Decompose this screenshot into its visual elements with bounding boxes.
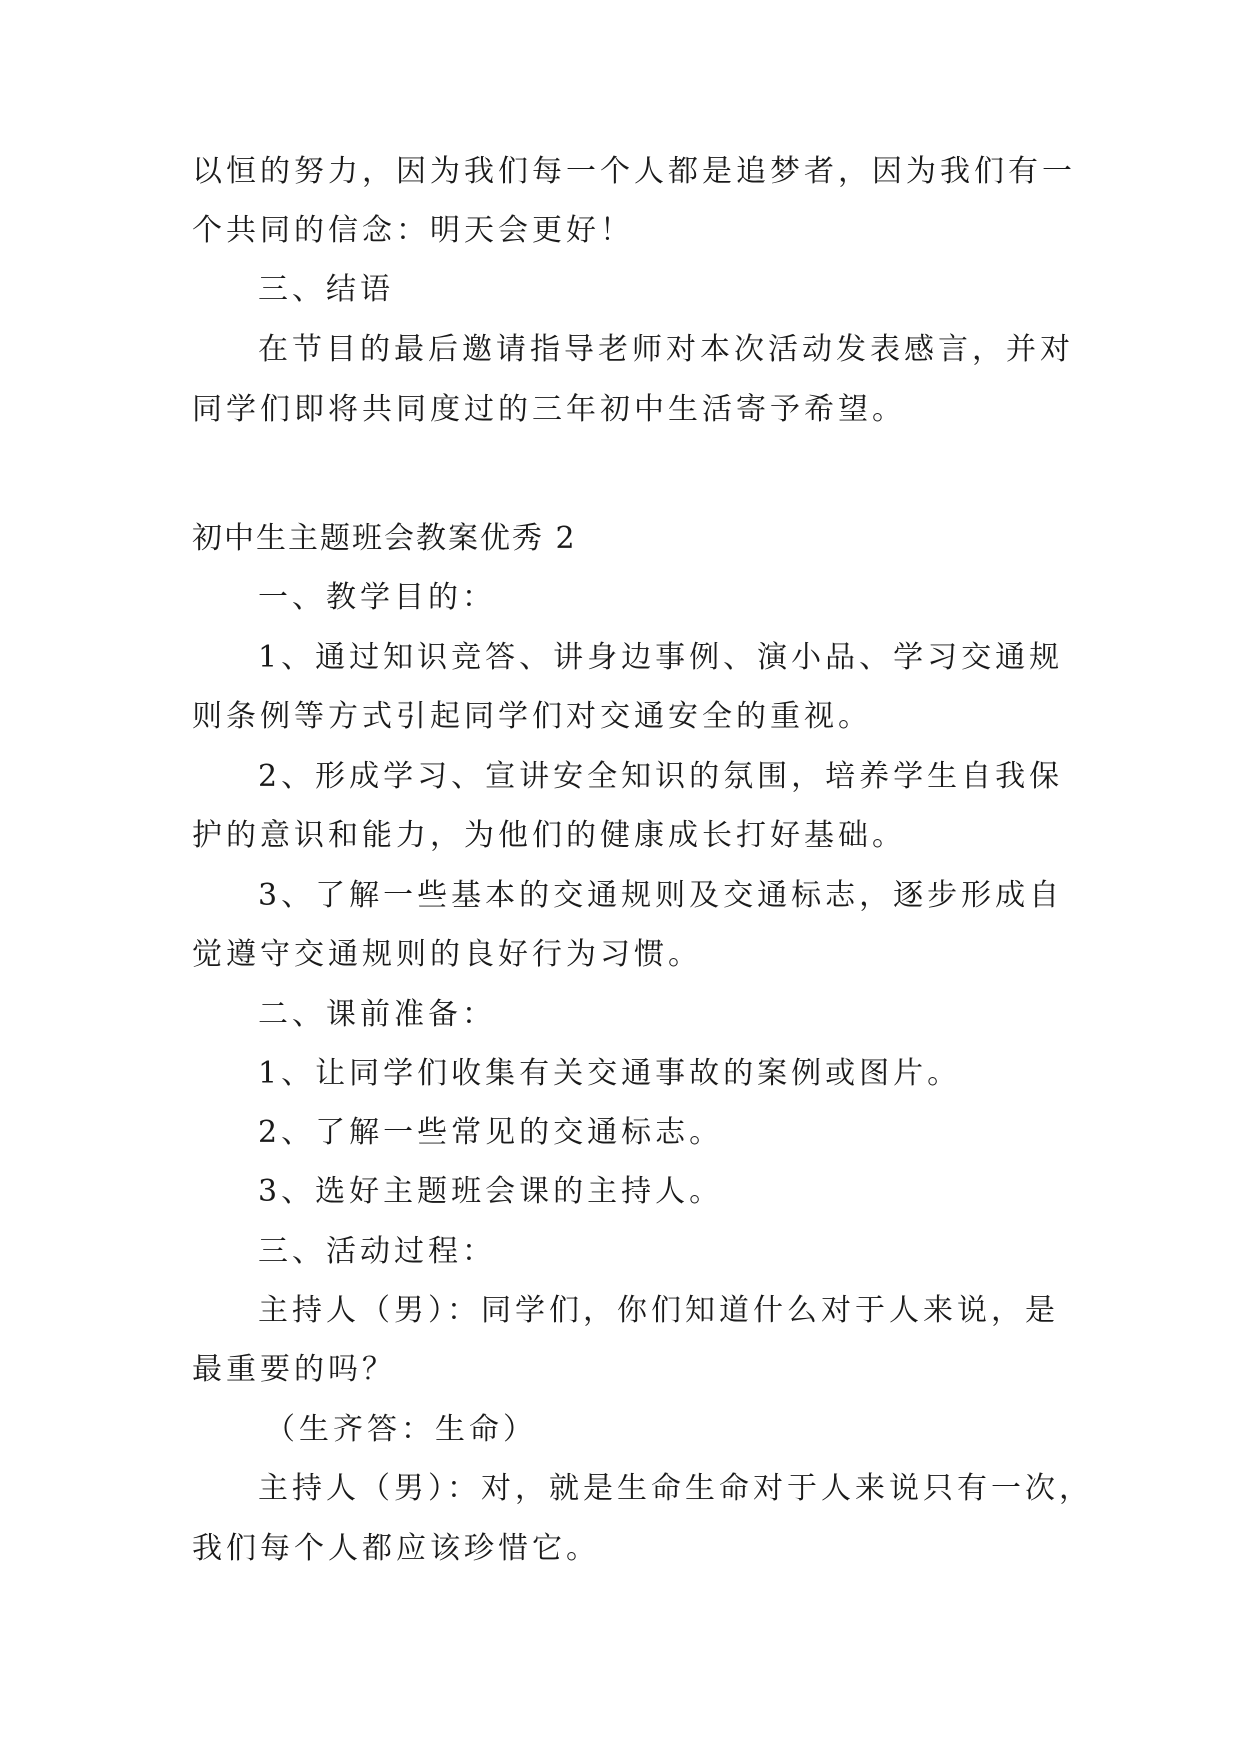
section-heading: 二、课前准备：: [258, 997, 496, 1032]
paragraph-line: 护的意识和能力，为他们的健康成长打好基础。: [192, 818, 906, 853]
paragraph-line: 2、形成学习、宣讲安全知识的氛围，培养学生自我保: [258, 759, 1064, 794]
list-item: 1、让同学们收集有关交通事故的案例或图片。: [258, 1056, 962, 1091]
paragraph-line: 以恒的努力，因为我们每一个人都是追梦者，因为我们有一: [192, 154, 1076, 189]
paragraph-line: （生齐答：生命）: [265, 1412, 537, 1447]
section-heading: 一、教学目的：: [258, 580, 496, 615]
paragraph-line: 最重要的吗？: [192, 1352, 396, 1387]
document-title: 初中生主题班会教案优秀 2: [192, 521, 577, 556]
paragraph-line: 我们每个人都应该珍惜它。: [192, 1531, 600, 1566]
paragraph-line: 则条例等方式引起同学们对交通安全的重视。: [192, 699, 872, 734]
list-item: 2、了解一些常见的交通标志。: [258, 1115, 724, 1150]
paragraph-line: 主持人（男）：对，就是生命生命对于人来说只有一次，: [258, 1471, 1093, 1506]
paragraph-line: 3、了解一些基本的交通规则及交通标志，逐步形成自: [258, 878, 1064, 913]
paragraph-line: 觉遵守交通规则的良好行为习惯。: [192, 937, 702, 972]
paragraph-line: 在节目的最后邀请指导老师对本次活动发表感言，并对: [258, 332, 1074, 367]
paragraph-line: 主持人（男）：同学们，你们知道什么对于人来说，是: [258, 1293, 1059, 1328]
paragraph-line: 同学们即将共同度过的三年初中生活寄予希望。: [192, 392, 906, 427]
section-heading: 三、活动过程：: [258, 1234, 496, 1269]
paragraph-line: 1、通过知识竞答、讲身边事例、演小品、学习交通规: [258, 640, 1064, 675]
section-heading: 三、结语: [258, 272, 394, 307]
list-item: 3、选好主题班会课的主持人。: [258, 1174, 724, 1209]
paragraph-line: 个共同的信念：明天会更好！: [192, 213, 634, 248]
